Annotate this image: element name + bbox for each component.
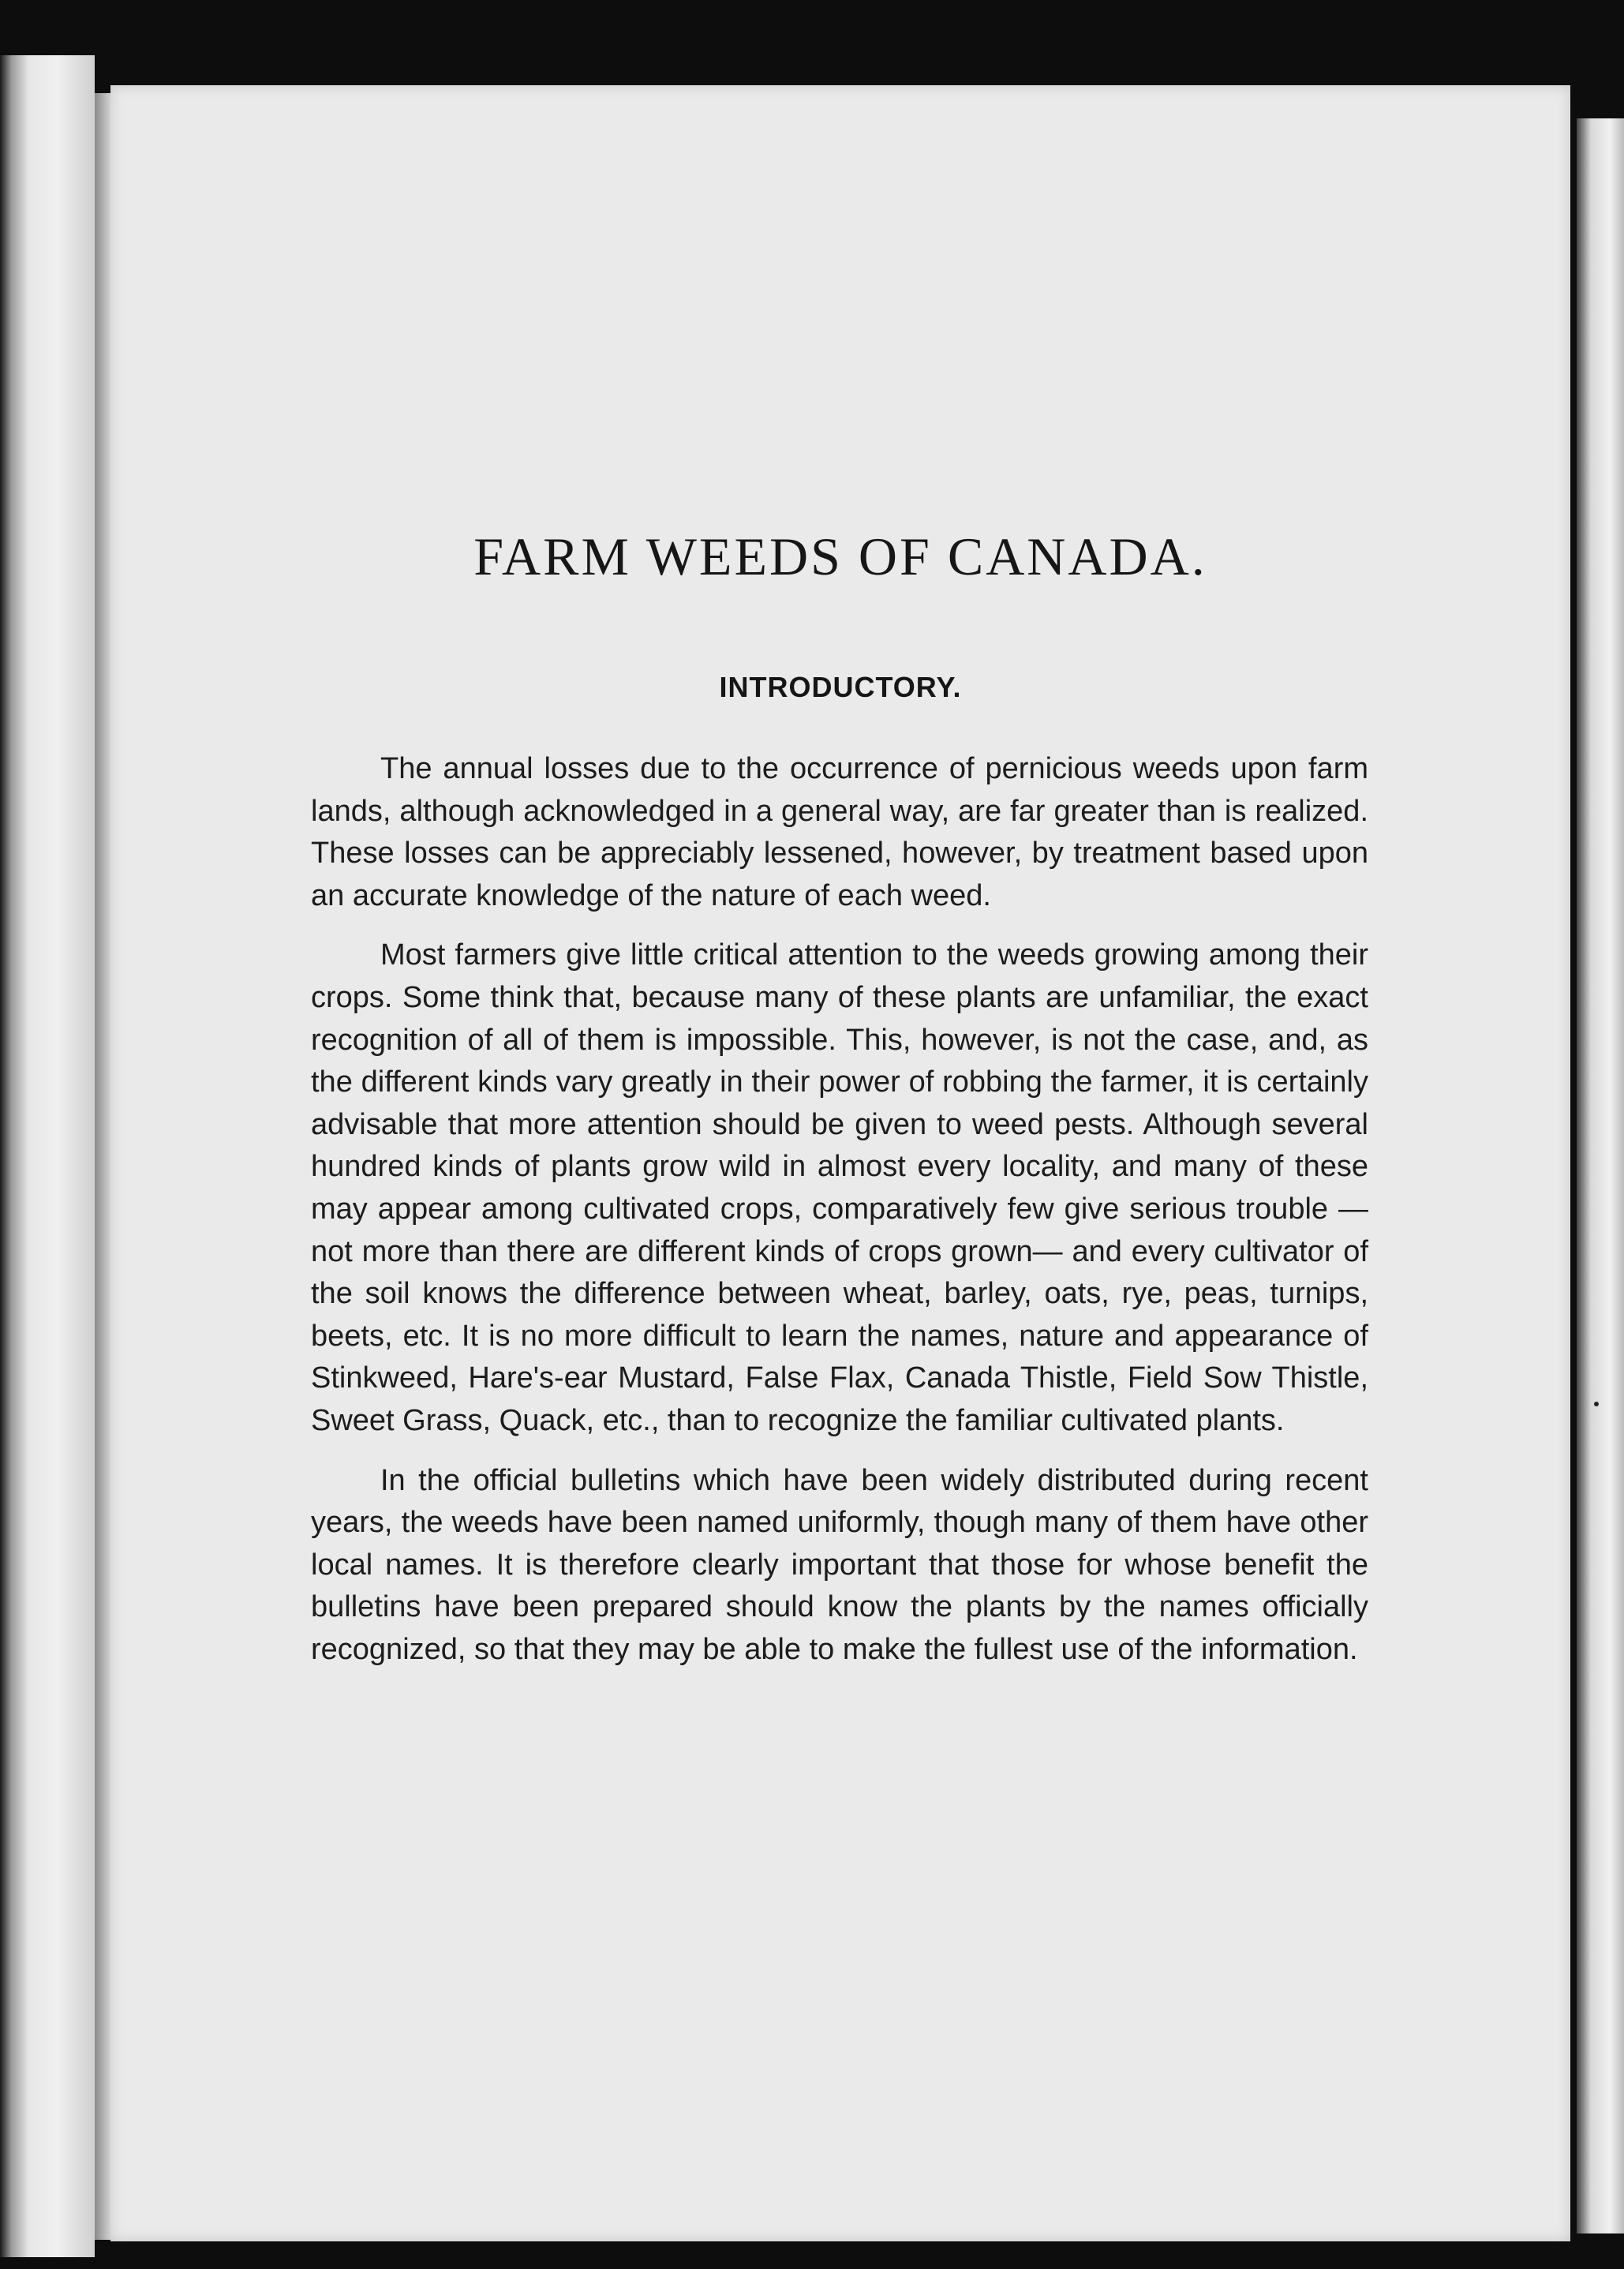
binding-edge	[0, 55, 95, 2257]
paragraph-1: The annual losses due to the occurrence of pernicious weeds upon farm lands, although acknowledged in a general way, are far greater than is realized. These losses can be appreciably lessened, however, by treatment based upon an accurate knowledge of the nature of each weed.	[311, 752, 1368, 912]
paragraph-3: In the official bulletins which have been widely distributed during recent years, the weeds have been named uniformly, though many of them have other local names. It is therefore clearly important that those for whose benefit the bulletins have been prepared should know the plants by the names officially recognized, so that they may be able to make the fullest use of the information.	[311, 1463, 1368, 1666]
page-title: FARM WEEDS OF CANADA.	[473, 526, 1207, 586]
scan-speck	[1594, 1402, 1599, 1406]
body-text	[311, 748, 1368, 1688]
page-shadow-edge	[95, 93, 112, 2240]
book-page	[110, 85, 1570, 2241]
section-heading: INTRODUCTORY.	[719, 671, 962, 703]
right-page-edge	[1577, 118, 1624, 2233]
paragraph-2: Most farmers give little critical attention to the weeds growing among their crops. Some think that, because many of these plants are unfamiliar, the exact recognition of all of them is impossible. This, however, is not the case, and, as the different kinds vary greatly in their power of robbing the farmer, it is certainly advisable that more attention should be given to weed pests. Although several hundred kinds of plants grow wild in almost every locality, and many of these may appear among cultivated crops, comparatively few give serious trouble —not more than there are different kinds of crops grown— and every cultivator of the soil knows the difference between wheat, barley, oats, rye, peas, turnips, beets, etc. It is no more difficult to learn the names, nature and appearance of Stinkweed, Hare's-ear Mustard, False Flax, Canada Thistle, Field Sow Thistle, Sweet Grass, Quack, etc., than to recognize the familiar cultivated plants.	[311, 938, 1368, 1437]
